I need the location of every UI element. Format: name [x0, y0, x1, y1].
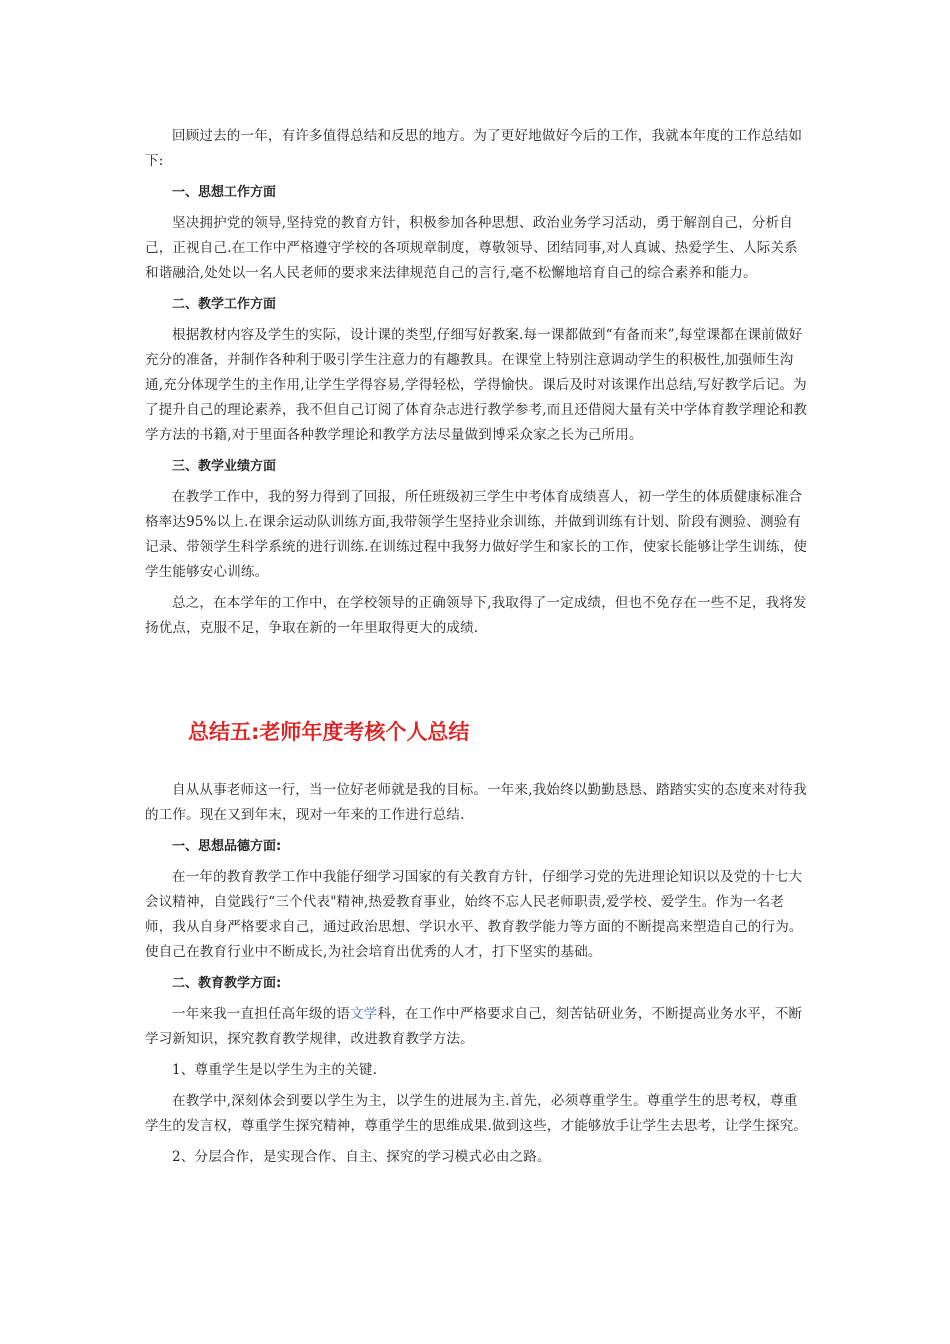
- heading-education-teaching: 二、教育教学方面:: [172, 976, 282, 991]
- list-item-respect-students: 1、尊重学生是以学生为主的关键.: [172, 1062, 378, 1078]
- paragraph-education-teaching: [145, 1002, 810, 1052]
- intro-paragraph: 回顾过去的一年，有许多值得总结和反思的地方。为了更好地做好今后的工作，我就本年度的工作总结如下:: [145, 128, 803, 169]
- heading-teaching-results: 三、教学业绩方面: [172, 459, 277, 474]
- paragraph-teaching-work: 根据教材内容及学生的实际，设计课的类型,仔细写好教案.每一课都做到“有备而来”,每堂课都在课前做好充分的准备，并制作各种利于吸引学生注意力的有趣教具。在课堂上特别注意调动学生的积极性,加强师生沟通,充分体现学生的主作用,让学生学得容易,学得轻松，学得愉快。课后及时对该课作出总结,写好教学后记。为了提升自己的理论素养，我不但自己订阅了体育杂志进行教学参考,而且还借阅大量有关中学体育教学理论和教学方法的书籍,对于里面各种教学理论和教学方法尽量做到博采众家之长为己所用。: [145, 327, 808, 443]
- paragraph-respect-students: 在教学中,深刻体会到要以学生为主，以学生的进展为主.首先，必须尊重学生。尊重学生的思考权，尊重学生的发言权，尊重学生探究精神，尊重学生的思维成果.做到这些，才能够放手让学生去思考，让学生探究。: [145, 1093, 808, 1134]
- section-five-title: 总结五:老师年度考核个人总结: [188, 720, 470, 744]
- literature-link[interactable]: 文学: [350, 1006, 378, 1022]
- paragraph-text-before-link: 一年来我一直担任高年级的语: [172, 1006, 351, 1022]
- paragraph-text-after-link: 科，在工作中严格要求自己，刻苦钻研业务，不断提高业务水平，不断学习新知识，探究教育教学规律，改进教育教学方法。: [145, 1006, 803, 1047]
- paragraph-conclusion: 总之，在本学年的工作中，在学校领导的正确领导下,我取得了一定成绩，但也不免存在一些不足，我将发扬优点，克服不足，争取在新的一年里取得更大的成绩.: [145, 595, 807, 636]
- paragraph-ideology: 坚决拥护党的领导,坚持党的教育方针，积极参加各种思想、政治业务学习活动，勇于解剖自己，分析自己，正视自己.在工作中严格遵守学校的各项规章制度，尊敬领导、团结同事,对人真诚、热爱学生、人际关系和谐融洽,处处以一名人民老师的要求来法律规范自己的言行,毫不松懈地培育自己的综合素养和能力。: [145, 215, 798, 281]
- paragraph-teaching-results: 在教学工作中，我的努力得到了回报，所任班级初三学生中考体育成绩喜人，初一学生的体质健康标准合格率达95%以上.在课余运动队训练方面,我带领学生坚持业余训练，并做到训练有计划、阶段有测验、测验有记录、带领学生科学系统的进行训练.在训练过程中我努力做好学生和家长的工作，使家长能够让学生训练，使学生能够安心训练。: [145, 489, 808, 580]
- heading-teaching-work: 二、教学工作方面: [172, 297, 277, 312]
- section-five: [145, 778, 810, 1170]
- intro-paragraph-five: 自从从事老师这一行，当一位好老师就是我的目标。一年来,我始终以勤勤恳恳、踏踏实实的态度来对待我的工作。现在又到年末，现对一年来的工作进行总结.: [145, 782, 807, 823]
- paragraph-moral: 在一年的教育教学工作中我能仔细学习国家的有关教育方针，仔细学习党的先进理论知识以及党的十七大会议精神，自觉践行“三个代表"精神,热爱教育事业，始终不忘人民老师职责,爱学校、爱学生。作为一名老师，我从自身严格要求自己，通过政治思想、学识水平、教育教学能力等方面的不断提高来塑造自己的行为。使自己在教育行业中不断成长,为社会培育出优秀的人才，打下坚实的基础。: [145, 869, 803, 960]
- heading-ideology: 一、思想工作方面: [172, 185, 277, 200]
- list-item-layered-cooperation: 2、分层合作，是实现合作、自主、探究的学习模式必由之路。: [172, 1149, 551, 1165]
- section-four: [145, 124, 810, 641]
- heading-moral: 一、思想品德方面:: [172, 839, 282, 854]
